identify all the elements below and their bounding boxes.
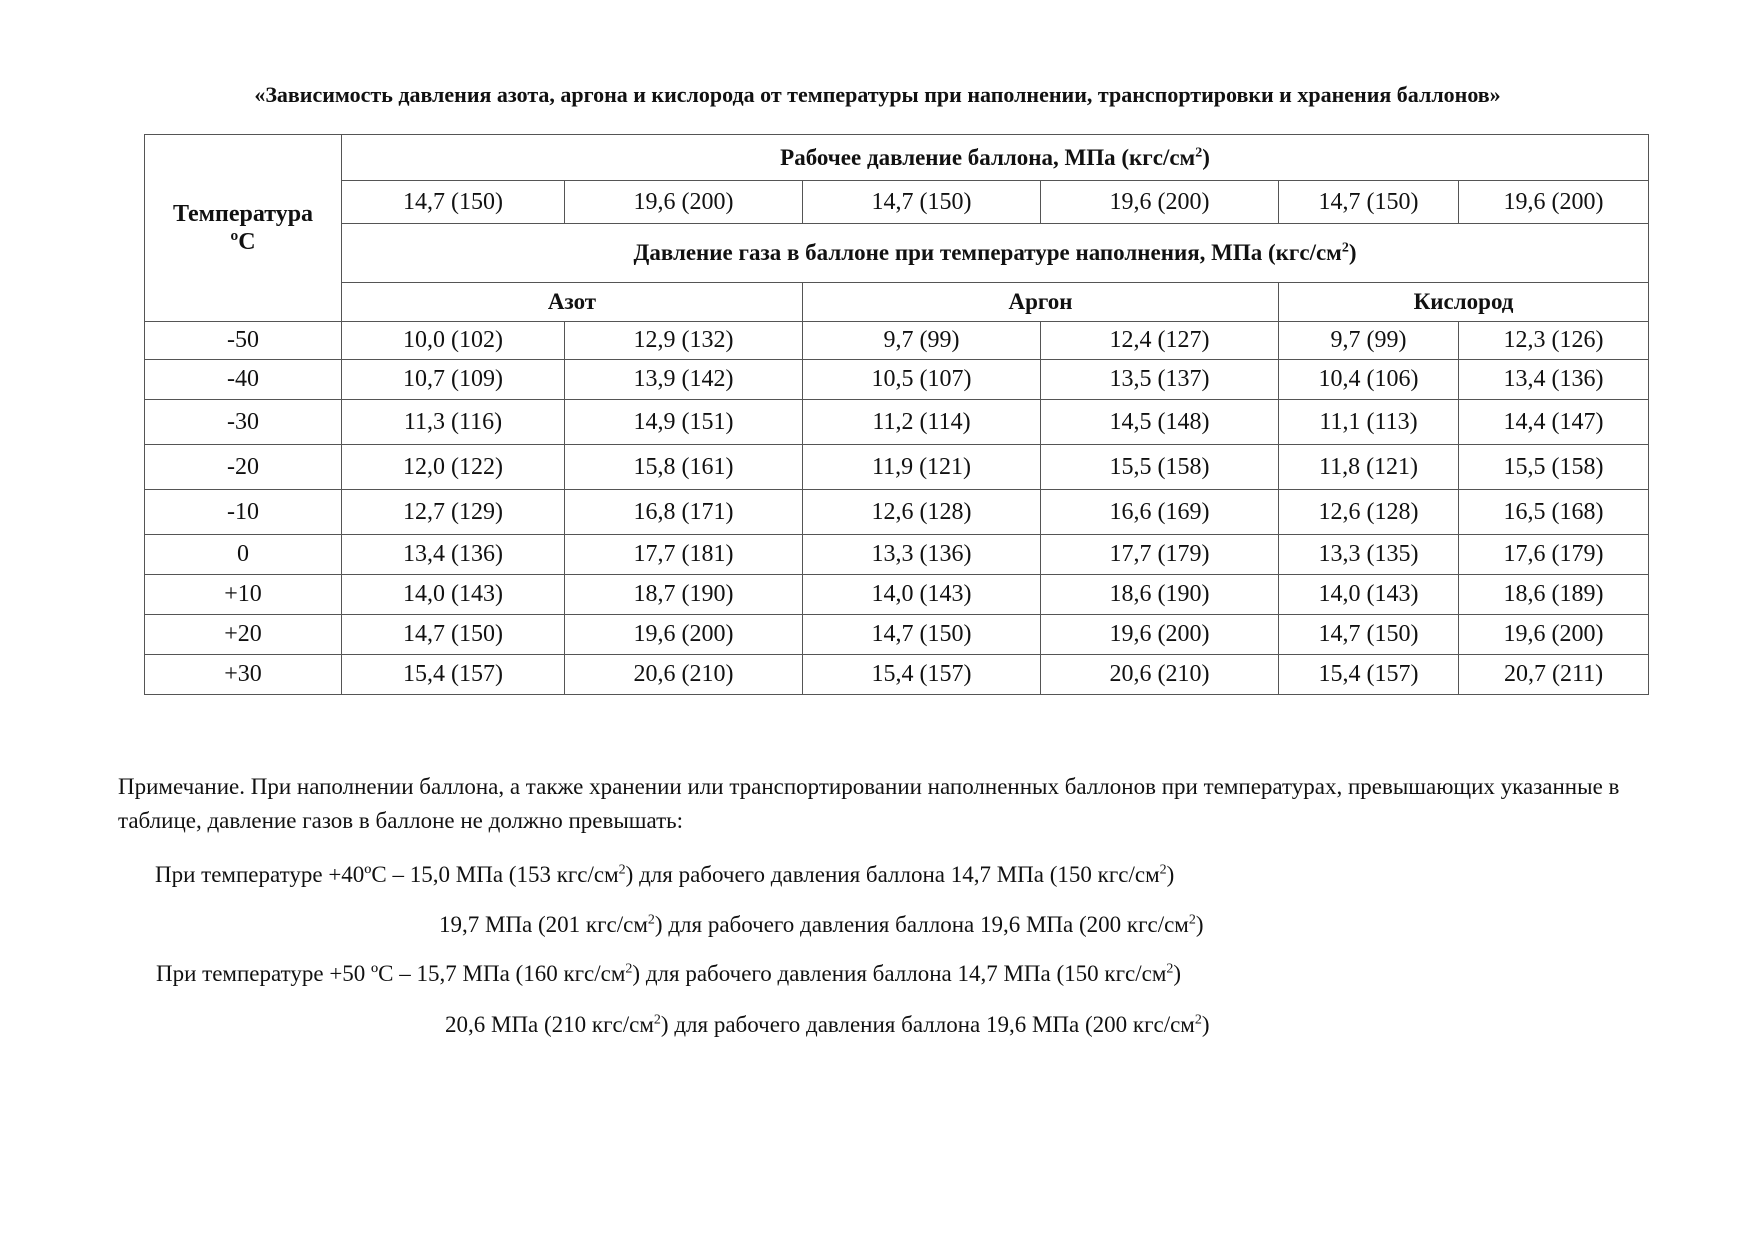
pressure-cell: 20,6 (210) <box>1041 655 1279 695</box>
pressure-cell: 12,7 (129) <box>342 490 565 535</box>
pressure-cell: 12,3 (126) <box>1459 322 1649 360</box>
pressure-cell: 14,0 (143) <box>803 575 1041 615</box>
pressure-cell: 20,6 (210) <box>565 655 803 695</box>
pressure-cell: 20,7 (211) <box>1459 655 1649 695</box>
temperature-cell: -10 <box>145 490 342 535</box>
pressure-cell: 12,4 (127) <box>1041 322 1279 360</box>
pressure-cell: 14,7 (150) <box>803 615 1041 655</box>
pressure-cell: 14,9 (151) <box>565 400 803 445</box>
pressure-cell: 9,7 (99) <box>1279 322 1459 360</box>
temperature-cell: -20 <box>145 445 342 490</box>
working-pressure-value: 19,6 (200) <box>565 181 803 224</box>
table-row <box>145 445 1649 490</box>
pressure-cell: 11,8 (121) <box>1279 445 1459 490</box>
temperature-header-cell <box>145 135 342 322</box>
pressure-cell: 11,2 (114) <box>803 400 1041 445</box>
pressure-cell: 18,7 (190) <box>565 575 803 615</box>
pressure-cell: 11,3 (116) <box>342 400 565 445</box>
gas-oxygen-header: Кислород <box>1279 283 1649 322</box>
temperature-cell: -50 <box>145 322 342 360</box>
pressure-cell: 14,0 (143) <box>1279 575 1459 615</box>
pressure-cell: 13,3 (136) <box>803 535 1041 575</box>
document-title: «Зависимость давления азота, аргона и кислорода от температуры при наполнении, транспортировки и хранения баллонов» <box>254 82 1501 107</box>
table-row <box>145 322 1649 360</box>
pressure-cell: 15,8 (161) <box>565 445 803 490</box>
pressure-cell: 12,6 (128) <box>803 490 1041 535</box>
pressure-cell: 12,0 (122) <box>342 445 565 490</box>
note-line-50c-b: 20,6 МПа (210 кгс/$см^2$) для рабочего давления баллона 19,6 МПа (200 кгс/$см^2$) <box>445 1012 1210 1037</box>
working-pressure-value: 14,7 (150) <box>1279 181 1459 224</box>
pressure-cell: 15,5 (158) <box>1459 445 1649 490</box>
pressure-cell: 14,0 (143) <box>342 575 565 615</box>
pressure-cell: 15,4 (157) <box>803 655 1041 695</box>
gas-names-row <box>145 283 1649 322</box>
pressure-cell: 14,4 (147) <box>1459 400 1649 445</box>
pressure-cell: 12,6 (128) <box>1279 490 1459 535</box>
pressure-cell: 13,3 (135) <box>1279 535 1459 575</box>
pressure-cell: 9,7 (99) <box>803 322 1041 360</box>
pressure-table <box>144 134 1649 695</box>
table-row <box>145 575 1649 615</box>
pressure-cell: 19,6 (200) <box>565 615 803 655</box>
pressure-cell: 16,5 (168) <box>1459 490 1649 535</box>
pressure-cell: 17,7 (181) <box>565 535 803 575</box>
table-row <box>145 615 1649 655</box>
working-pressure-value: 14,7 (150) <box>803 181 1041 224</box>
pressure-cell: 13,9 (142) <box>565 360 803 400</box>
table-row <box>145 655 1649 695</box>
temperature-cell: +30 <box>145 655 342 695</box>
table-row <box>145 535 1649 575</box>
pressure-cell: 11,9 (121) <box>803 445 1041 490</box>
working-pressure-header: Рабочее давление баллона, МПа $(кгс/см^2)$ <box>342 135 1649 181</box>
pressure-cell: 13,4 (136) <box>1459 360 1649 400</box>
temperature-cell: +20 <box>145 615 342 655</box>
pressure-cell: 18,6 (189) <box>1459 575 1649 615</box>
pressure-cell: 16,8 (171) <box>565 490 803 535</box>
pressure-cell: 15,5 (158) <box>1041 445 1279 490</box>
pressure-cell: 15,4 (157) <box>1279 655 1459 695</box>
pressure-cell: 12,9 (132) <box>565 322 803 360</box>
temperature-cell: 0 <box>145 535 342 575</box>
note-line-40c-b: 19,7 МПа (201 кгс/$см^2$) для рабочего давления баллона 19,6 МПа (200 кгс/$см^2$) <box>439 912 1204 937</box>
pressure-cell: 19,6 (200) <box>1459 615 1649 655</box>
gas-pressure-header: Давление газа в баллоне при температуре наполнения, МПа $(кгс/см^2)$ <box>342 224 1649 283</box>
table-row <box>145 360 1649 400</box>
pressure-cell: 13,4 (136) <box>342 535 565 575</box>
pressure-cell: 10,5 (107) <box>803 360 1041 400</box>
working-pressure-value: 19,6 (200) <box>1459 181 1649 224</box>
table-row <box>145 400 1649 445</box>
table-row <box>145 490 1649 535</box>
pressure-cell: 10,0 (102) <box>342 322 565 360</box>
pressure-cell: 11,1 (113) <box>1279 400 1459 445</box>
working-pressure-value: 19,6 (200) <box>1041 181 1279 224</box>
temperature-cell: +10 <box>145 575 342 615</box>
pressure-cell: 10,7 (109) <box>342 360 565 400</box>
pressure-cell: 15,4 (157) <box>342 655 565 695</box>
pressure-cell: 14,7 (150) <box>342 615 565 655</box>
temperature-cell: -30 <box>145 400 342 445</box>
pressure-cell: 16,6 (169) <box>1041 490 1279 535</box>
working-pressure-value: 14,7 (150) <box>342 181 565 224</box>
note-line-40c-a: При температуре +40ºС – 15,0 МПа (153 кгс/$см^2$) для рабочего давления баллона 14,7 МПа (150 кгс/$см^2$) <box>155 862 1175 887</box>
gas-nitrogen-header: Азот <box>342 283 803 322</box>
pressure-cell: 14,7 (150) <box>1279 615 1459 655</box>
pressure-cell: 18,6 (190) <box>1041 575 1279 615</box>
temperature-unit: ºС <box>230 229 256 255</box>
pressure-cell: 19,6 (200) <box>1041 615 1279 655</box>
pressure-cell: 14,5 (148) <box>1041 400 1279 445</box>
pressure-cell: 17,6 (179) <box>1459 535 1649 575</box>
note-paragraph: Примечание. При наполнении баллона, а также хранении или транспортировании наполненных баллонов при температурах, превышающих указанные в таблице, давление газов в баллоне не должно превышать: <box>118 774 1620 833</box>
temperature-header: Температура <box>172 201 314 227</box>
pressure-cell: 13,5 (137) <box>1041 360 1279 400</box>
note-line-50c-a: При температуре +50 ºС – 15,7 МПа (160 кгс/$см^2$) для рабочего давления баллона 14,7 МПа (150 кгс/$см^2$) <box>156 961 1182 986</box>
pressure-cell: 10,4 (106) <box>1279 360 1459 400</box>
temperature-cell: -40 <box>145 360 342 400</box>
pressure-cell: 17,7 (179) <box>1041 535 1279 575</box>
working-pressure-row <box>145 181 1649 224</box>
gas-argon-header: Аргон <box>803 283 1279 322</box>
